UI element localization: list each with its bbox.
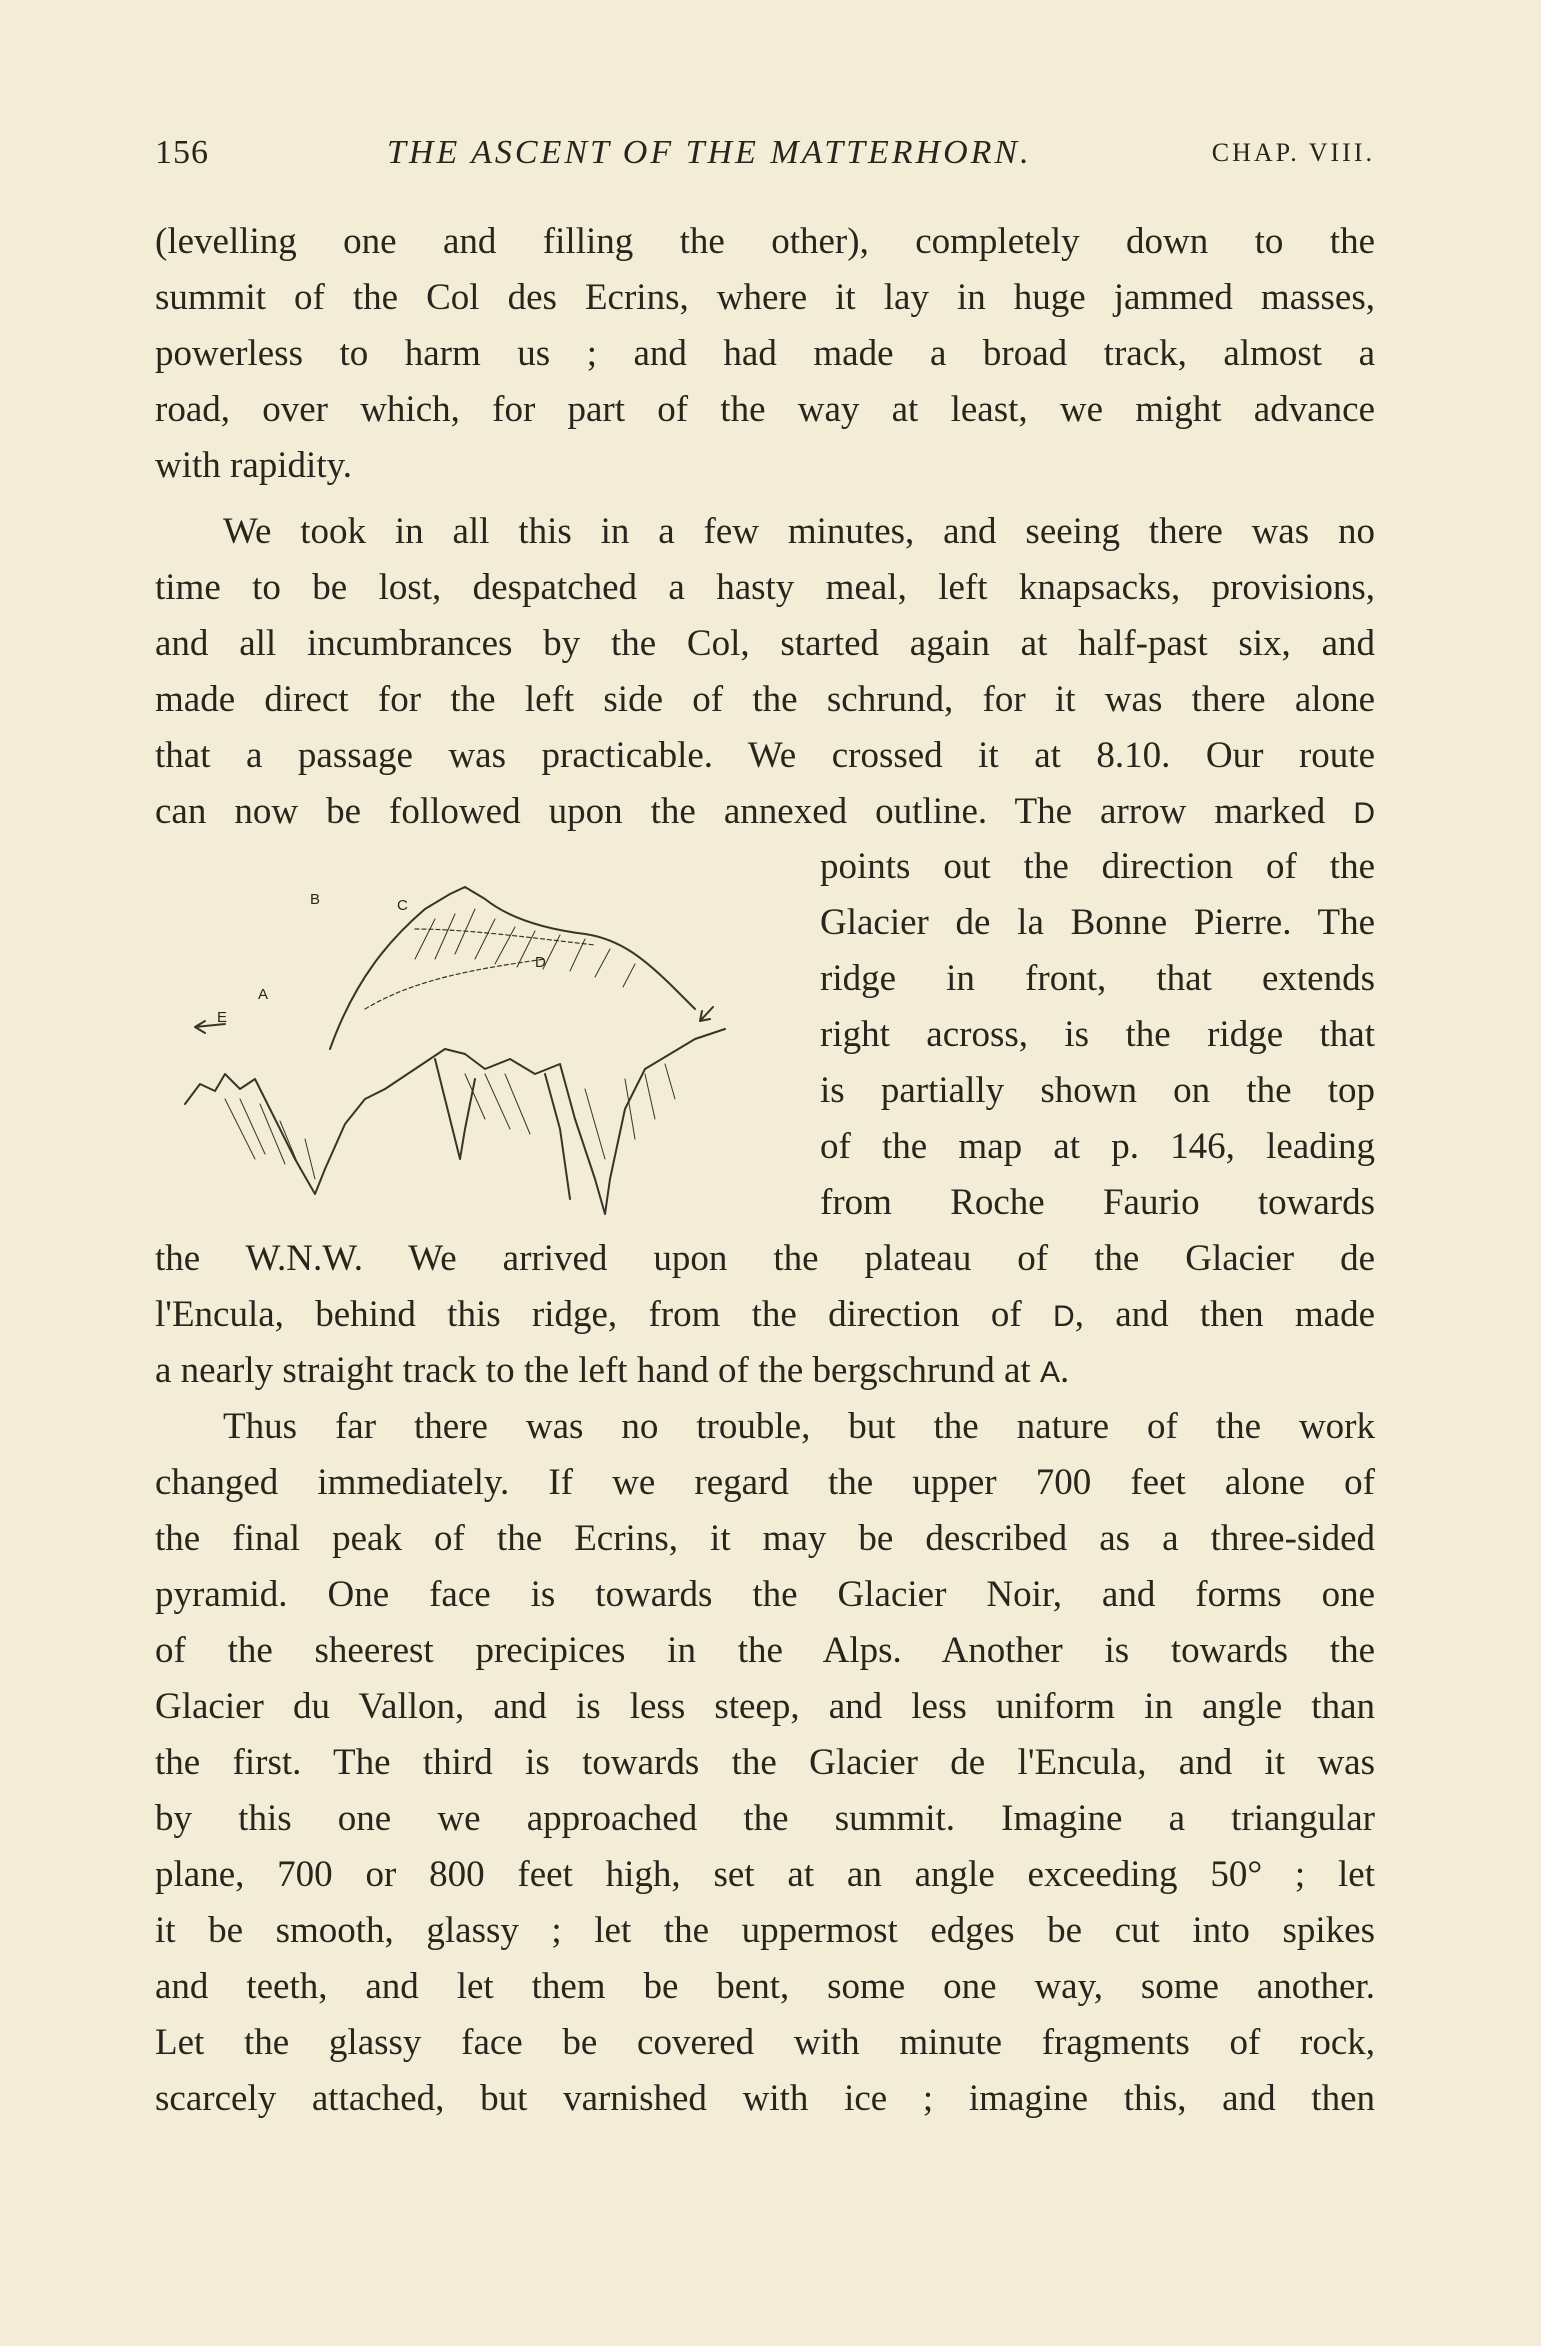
arrow-d (700, 1007, 713, 1021)
text-line (155, 1287, 1375, 1343)
text-line: time to be lost, despatched a hasty meal, left knapsacks, provisions, (155, 567, 1375, 608)
mountain-outline-figure (165, 859, 805, 1229)
text-line: the final peak of the Ecrins, it may be described as a three-sided (155, 1518, 1375, 1559)
text-line: ridge in front, that extends (820, 958, 1375, 999)
spur-2 (545, 1074, 570, 1199)
text-line: powerless to harm us ; and had made a broad track, almost a (155, 333, 1375, 374)
text-line: scarcely attached, but varnished with ice ; imagine this, and then (155, 2078, 1375, 2119)
text-span: , and then made (1074, 1294, 1376, 1335)
text-line: it be smooth, glassy ; let the uppermost edges be cut into spikes (155, 1910, 1375, 1951)
paragraph-1 (155, 214, 1375, 494)
text-span: can now be followed upon the annexed outline. The arrow marked (155, 791, 1326, 832)
paragraph-2-continued (155, 1231, 1375, 1399)
running-header (155, 130, 1375, 180)
page-number: 156 (155, 134, 209, 171)
text-line: by this one we approached the summit. Imagine a triangular (155, 1798, 1375, 1839)
route-line-lower (365, 959, 545, 1009)
figure-side-text (820, 839, 1375, 1231)
figure-ref-d: D (1053, 1300, 1075, 1333)
text-line: right across, is the ridge that (820, 1014, 1375, 1055)
figure-label-a: A (258, 986, 269, 1003)
chapter-label: CHAP. VIII. (1211, 138, 1375, 167)
text-line (155, 1343, 1375, 1399)
text-line: with rapidity. (155, 445, 352, 486)
text-line: of the map at p. 146, leading (820, 1126, 1375, 1167)
figure-ref-d: D (1353, 797, 1376, 830)
summit-ridge (330, 887, 695, 1049)
text-span: . (1059, 1350, 1070, 1391)
text-line: the W.N.W. We arrived upon the plateau of the Glacier de (155, 1238, 1375, 1279)
text-line: We took in all this in a few minutes, and seeing there was no (223, 511, 1375, 552)
text-line: (levelling one and filling the other), completely down to the (155, 221, 1375, 262)
text-line: from Roche Faurio towards (820, 1182, 1375, 1223)
text-line: pyramid. One face is towards the Glacier Noir, and forms one (155, 1574, 1375, 1615)
running-title: THE ASCENT OF THE MATTERHORN. (387, 134, 1032, 171)
figure-label-d: D (535, 954, 546, 971)
text-line: and teeth, and let them be bent, some one way, some another. (155, 1966, 1375, 2007)
text-line: Glacier du Vallon, and is less steep, and less uniform in angle than (155, 1686, 1375, 1727)
mountain-sketch (165, 859, 805, 1229)
right-ridge (385, 1029, 725, 1214)
figure-label-b: B (310, 891, 321, 908)
paragraph-3 (155, 1399, 1375, 2127)
text-line: that a passage was practicable. We crossed it at 8.10. Our route (155, 735, 1375, 776)
text-line: points out the direction of the (820, 846, 1375, 887)
text-line: made direct for the left side of the schrund, for it was there alone (155, 679, 1375, 720)
text-line (155, 784, 1375, 840)
figure-label-c: C (397, 897, 408, 914)
figure-wrap-block (155, 839, 1375, 1231)
text-line: and all incumbrances by the Col, started again at half-past six, and (155, 623, 1375, 664)
text-line: the first. The third is towards the Glacier de l'Encula, and it was (155, 1742, 1375, 1783)
text-line: plane, 700 or 800 feet high, set at an angle exceeding 50° ; let (155, 1854, 1375, 1895)
text-line: changed immediately. If we regard the upper 700 feet alone of (155, 1462, 1375, 1503)
text-line: Let the glassy face be covered with minute fragments of rock, (155, 2022, 1375, 2063)
figure-ref-a: A (1039, 1356, 1060, 1389)
figure-label-e: E (217, 1009, 228, 1026)
text-line: summit of the Col des Ecrins, where it lay in huge jammed masses, (155, 277, 1375, 318)
text-line: Glacier de la Bonne Pierre. The (820, 902, 1375, 943)
text-line: of the sheerest precipices in the Alps. Another is towards the (155, 1630, 1375, 1671)
text-line: Thus far there was no trouble, but the nature of the work (223, 1406, 1375, 1447)
paragraph-2 (155, 504, 1375, 840)
text-span: l'Encula, behind this ridge, from the direction of (155, 1294, 1022, 1335)
spur-1 (435, 1059, 475, 1159)
right-hatching (465, 1064, 675, 1159)
text-line: is partially shown on the top (820, 1070, 1375, 1111)
text-line: road, over which, for part of the way at least, we might advance (155, 389, 1375, 430)
text-span: a nearly straight track to the left hand of the bergschrund at (155, 1350, 1031, 1391)
